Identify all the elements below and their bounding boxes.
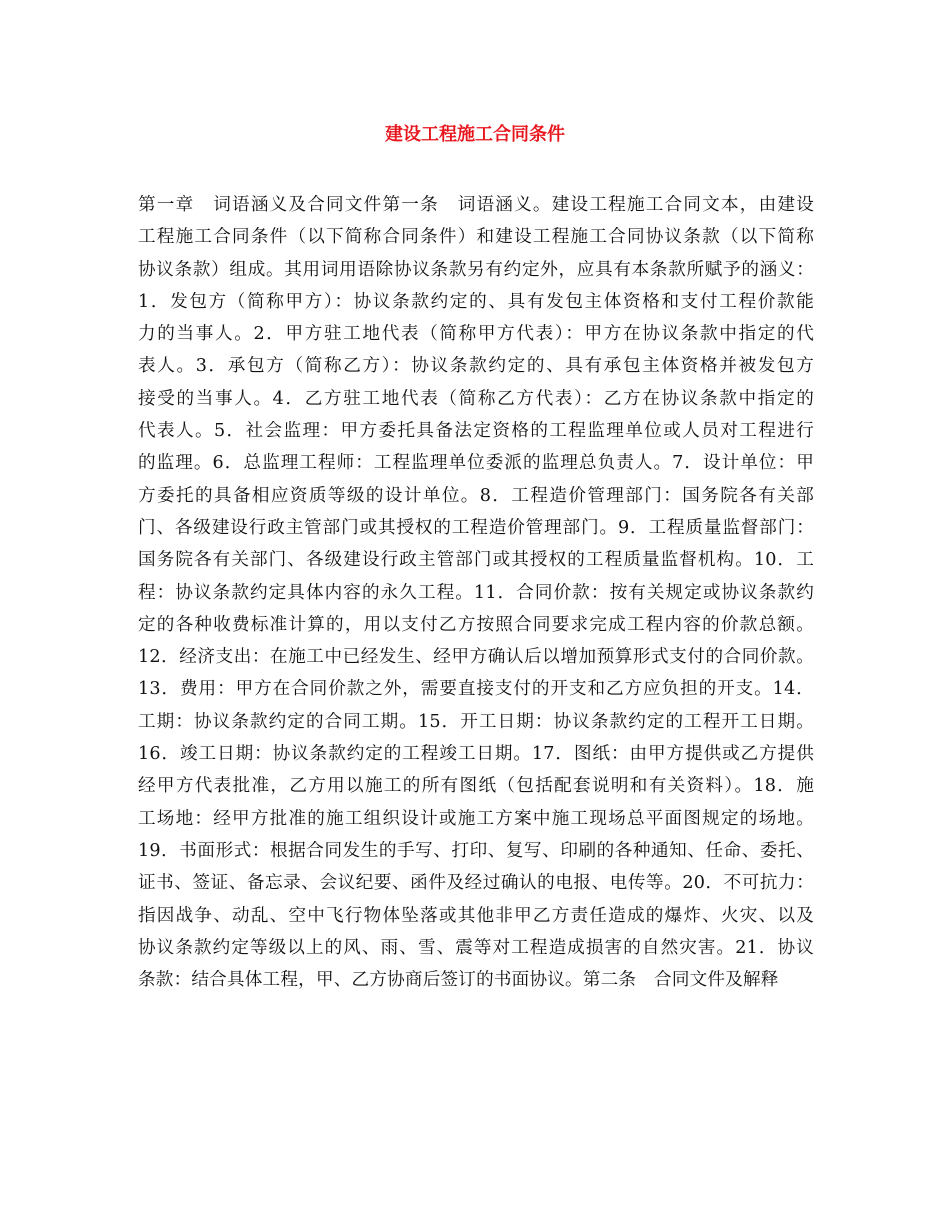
body-line: 第一章 词语涵义及合同文件第一条 词语涵义。建设工程施工合同文本，由建设 (138, 195, 814, 215)
body-line: 证书、签证、备忘录、会议纪要、函件及经过确认的电报、电传等。20．不可抗力： (138, 873, 814, 894)
body-line: 1．发包方（简称甲方）：协议条款约定的、具有发包主体资格和支付工程价款能 (138, 291, 814, 312)
body-line: 门、各级建设行政主管部门或其授权的工程造价管理部门。9．工程质量监督部门： (138, 517, 814, 538)
body-line: 国务院各有关部门、各级建设行政主管部门或其授权的工程质量监督机构。10．工 (138, 550, 814, 571)
body-line: 指因战争、动乱、空中飞行物体坠落或其他非甲乙方责任造成的爆炸、火灾、以及 (138, 905, 814, 926)
body-line: 的监理。6．总监理工程师：工程监理单位委派的监理总负责人。7．设计单位：甲 (138, 453, 814, 474)
body-line: 力的当事人。2．甲方驻工地代表（简称甲方代表）：甲方在协议条款中指定的代 (138, 324, 814, 345)
body-line: 经甲方代表批准，乙方用以施工的所有图纸（包括配套说明和有关资料）。18．施 (138, 776, 814, 797)
body-line: 12．经济支出：在施工中已经发生、经甲方确认后以增加预算形式支付的合同价款。 (138, 647, 814, 668)
body-line: 代表人。5．社会监理：甲方委托具备法定资格的工程监理单位或人员对工程进行 (138, 421, 814, 442)
body-line: 13．费用：甲方在合同价款之外，需要直接支付的开支和乙方应负担的开支。14． (138, 679, 814, 700)
document-title: 建设工程施工合同条件 (385, 124, 565, 145)
body-line: 工期：协议条款约定的合同工期。15．开工日期：协议条款约定的工程开工日期。 (138, 711, 814, 732)
body-line: 定的各种收费标准计算的，用以支付乙方按照合同要求完成工程内容的价款总额。 (138, 614, 814, 635)
body-line: 协议条款约定等级以上的风、雨、雪、震等对工程造成损害的自然灾害。21．协议 (138, 937, 814, 958)
body-line: 工场地：经甲方批准的施工组织设计或施工方案中施工现场总平面图规定的场地。 (138, 808, 814, 829)
body-line: 程：协议条款约定具体内容的永久工程。11．合同价款：按有关规定或协议条款约 (138, 582, 814, 603)
body-line: 19．书面形式：根据合同发生的手写、打印、复写、印刷的各种通知、任命、委托、 (138, 840, 814, 861)
body-line: 方委托的具备相应资质等级的设计单位。8．工程造价管理部门：国务院各有关部 (138, 485, 814, 506)
body-line: 接受的当事人。4．乙方驻工地代表（简称乙方代表）：乙方在协议条款中指定的 (138, 388, 814, 409)
body-line: 协议条款）组成。其用词用语除协议条款另有约定外，应具有本条款所赋予的涵义： (138, 259, 814, 280)
body-line: 表人。3．承包方（简称乙方）：协议条款约定的、具有承包主体资格并被发包方 (138, 356, 814, 377)
document-body (138, 189, 814, 996)
body-line: 16．竣工日期：协议条款约定的工程竣工日期。17．图纸：由甲方提供或乙方提供 (138, 744, 814, 765)
body-line: 条款：结合具体工程，甲、乙方协商后签订的书面协议。第二条 合同文件及解释 (138, 970, 779, 991)
body-line: 工程施工合同条件（以下简称合同条件）和建设工程施工合同协议条款（以下简称 (138, 227, 814, 248)
